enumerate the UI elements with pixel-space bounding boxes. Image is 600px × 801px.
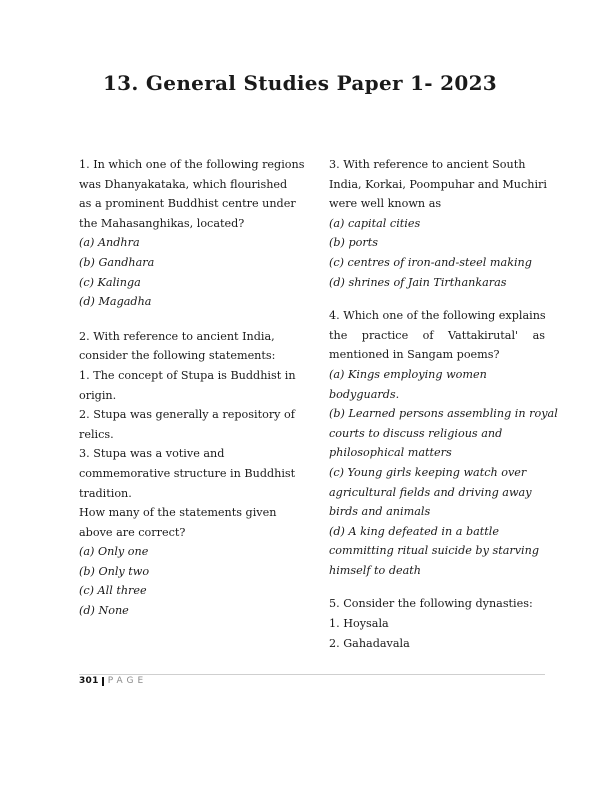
right-column <box>329 155 558 653</box>
question-text-line: commemorative structure in Buddhist <box>79 466 296 480</box>
answer-option: (a) Andhra <box>79 236 140 250</box>
answer-option: (d) None <box>79 604 129 618</box>
answer-option-continued: agricultural fields and driving away <box>329 485 532 499</box>
answer-option: (b) Gandhara <box>79 255 155 269</box>
page-footer <box>79 676 147 686</box>
answer-option: (d) shrines of Jain Tirthankaras <box>329 275 507 289</box>
page-separator-bar <box>102 677 104 686</box>
answer-option-continued: bodyguards. <box>329 387 400 401</box>
question-text-line: origin. <box>79 388 117 402</box>
question-text-line: was Dhanyakataka, which flourished <box>79 177 288 191</box>
question-1 <box>79 155 307 312</box>
question-spacer <box>329 580 545 594</box>
answer-option: (a) capital cities <box>329 216 421 230</box>
question-text-line: above are correct? <box>79 525 186 539</box>
question-text-line: 2. With reference to ancient India, <box>79 329 275 343</box>
answer-option-continued: birds and animals <box>329 505 431 519</box>
answer-option: (d) Magadha <box>79 295 152 309</box>
left-column <box>79 155 307 621</box>
question-text-line: were well known as <box>329 197 442 211</box>
answer-option: (a) Kings employing women <box>329 367 487 381</box>
answer-option: (c) All three <box>79 584 147 598</box>
answer-option: (d) A king defeated in a battle <box>329 524 499 538</box>
answer-option-continued: himself to death <box>329 563 421 577</box>
question-text-line: consider the following statements: <box>79 349 276 363</box>
question-text-line: relics. <box>79 427 114 441</box>
question-2 <box>79 327 307 621</box>
question-text-line: 5. Consider the following dynasties: <box>329 597 533 611</box>
answer-option: (b) ports <box>329 236 378 250</box>
page-title: 13. General Studies Paper 1- 2023 <box>102 71 498 95</box>
question-text-line: 1. Hoysala <box>329 617 389 631</box>
question-text-line: 1. In which one of the following regions <box>79 158 305 171</box>
answer-option-continued: courts to discuss religious and <box>329 426 503 440</box>
question-text-line: 3. With reference to ancient South <box>329 158 526 171</box>
question-text-line: 3. Stupa was a votive and <box>79 447 225 461</box>
question-text-line: tradition. <box>79 486 132 500</box>
answer-option-continued: philosophical matters <box>329 446 452 460</box>
question-text-line: the Mahasanghikas, located? <box>79 216 245 230</box>
question-text-line: 2. Stupa was generally a repository of <box>79 408 295 422</box>
footer-divider <box>79 674 545 675</box>
question-spacer <box>79 312 307 327</box>
question-text-line: mentioned in Sangam poems? <box>329 348 500 362</box>
answer-option: (b) Only two <box>79 564 150 578</box>
page-number: 301 <box>79 676 99 686</box>
question-text-line: 1. The concept of Stupa is Buddhist in <box>79 368 296 382</box>
answer-option: (c) Young girls keeping watch over <box>329 465 527 479</box>
question-text-line: 2. Gahadavala <box>329 636 410 650</box>
page-label: PAGE <box>107 676 148 686</box>
question-5 <box>329 594 545 653</box>
question-text-line: India, Korkai, Poompuhar and Muchiri <box>329 177 547 191</box>
answer-option: (c) centres of iron-and-steel making <box>329 255 532 269</box>
answer-option: (b) Learned persons assembling in royal <box>329 407 558 421</box>
answer-option-continued: committing ritual suicide by starving <box>329 544 539 558</box>
question-text-line: 4. Which one of the following explains <box>329 309 546 323</box>
question-3 <box>329 155 545 292</box>
question-4 <box>329 306 558 580</box>
question-spacer <box>329 292 545 306</box>
question-text-line: the practice of Vattakirutal' as <box>329 328 545 342</box>
answer-option: (a) Only one <box>79 545 149 559</box>
answer-option: (c) Kalinga <box>79 275 141 289</box>
question-text-line: How many of the statements given <box>79 506 277 520</box>
question-text-line: as a prominent Buddhist centre under <box>79 197 296 211</box>
